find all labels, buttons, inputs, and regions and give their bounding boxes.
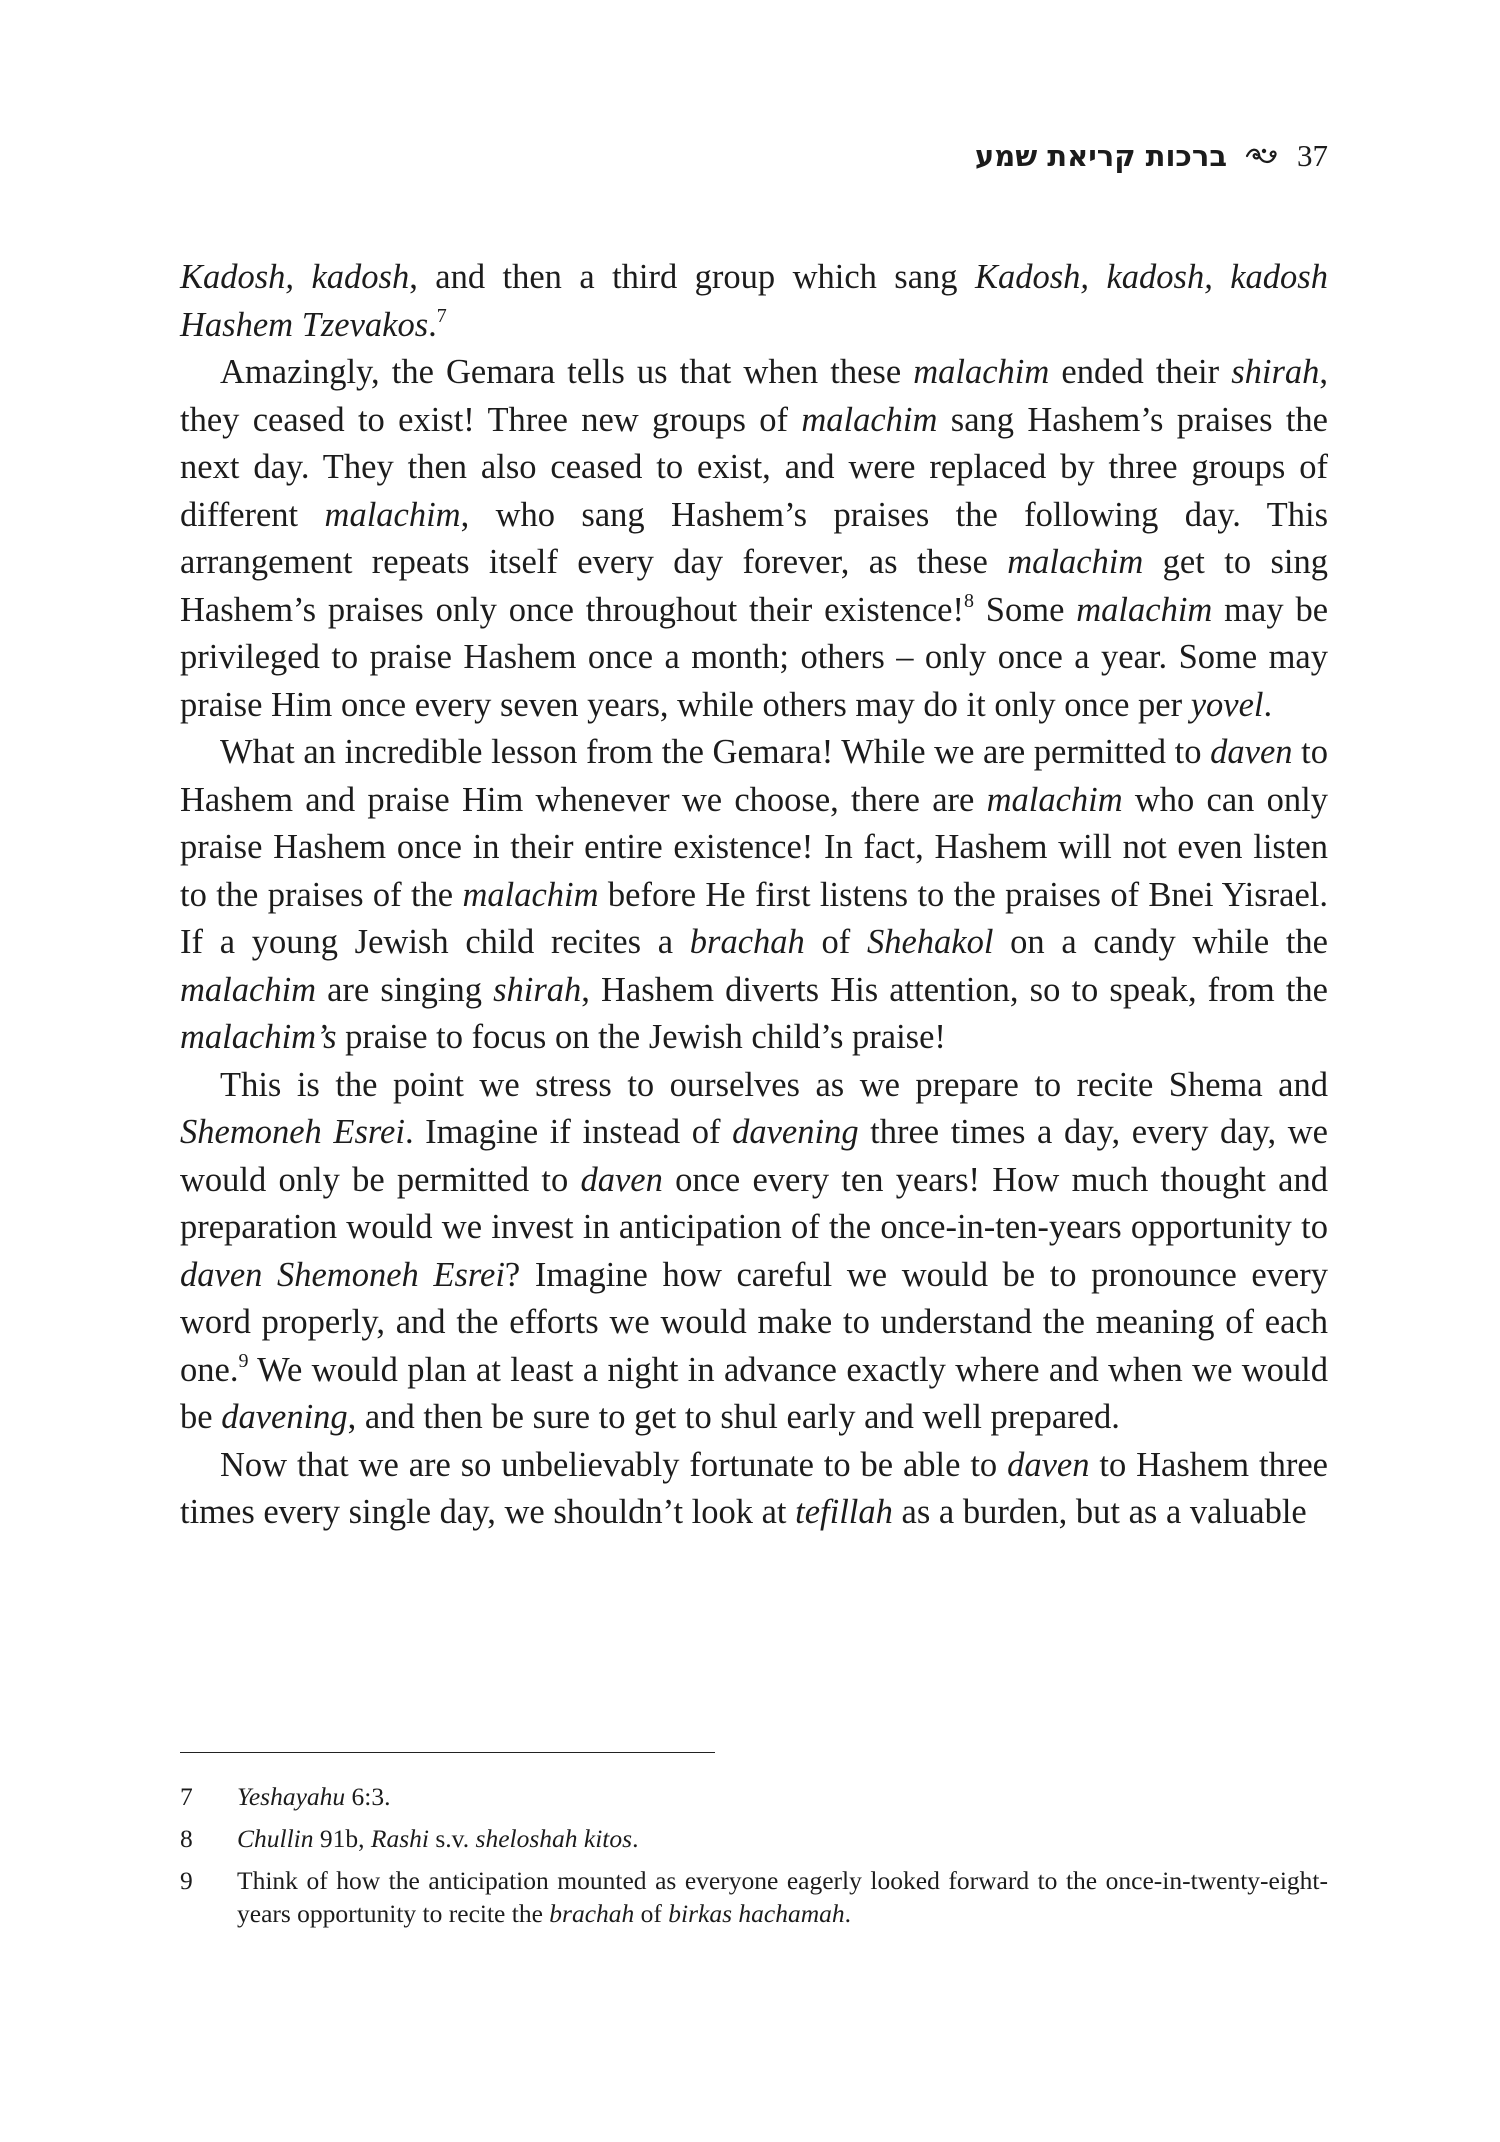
italic-term: daven bbox=[580, 1160, 663, 1199]
footnote-text bbox=[237, 1822, 1328, 1855]
italic-term: Shemoneh Esrei bbox=[180, 1113, 405, 1151]
running-title-hebrew: ברכות קריאת שמע bbox=[974, 139, 1227, 173]
italic-term: davening bbox=[732, 1113, 859, 1151]
italic-term: davening bbox=[221, 1398, 348, 1436]
italic-term: Shehakol bbox=[866, 923, 994, 961]
italic-term: daven bbox=[1007, 1445, 1090, 1484]
italic-term: Rashi bbox=[370, 1824, 429, 1853]
text-run: ended their bbox=[1049, 353, 1232, 391]
text-run: of bbox=[804, 923, 867, 961]
footnotes bbox=[180, 1780, 1328, 1939]
text-run: , who sang Hashem’s praises the following day. This arrangement repeats itself every day forever, as these bbox=[180, 495, 1329, 581]
italic-term: malachim bbox=[462, 875, 599, 914]
italic-term: Chullin bbox=[237, 1824, 314, 1853]
text-run: s.v. bbox=[428, 1824, 476, 1853]
text-run: , and then be sure to get to shul early and well prepared. bbox=[347, 1398, 1120, 1436]
text-run: on a candy while the bbox=[993, 923, 1328, 961]
italic-term: tefillah bbox=[795, 1493, 893, 1531]
page-number: 37 bbox=[1297, 138, 1328, 173]
text-run: 91b, bbox=[313, 1824, 371, 1853]
text-run: What an incredible lesson from the Gemara! While we are permitted to bbox=[220, 733, 1211, 771]
paragraph bbox=[180, 729, 1328, 1062]
italic-term: birkas hachamah bbox=[668, 1899, 845, 1928]
italic-term: malachim bbox=[1076, 590, 1213, 629]
italic-term: malachim bbox=[180, 970, 317, 1009]
text-run: Some bbox=[973, 590, 1077, 629]
text-run: , and then a third group which sang bbox=[409, 258, 975, 296]
text-run: Think of how the anticipation mounted as everyone eagerly looked forward to the once-in-twenty-eight-years opportunity to recite the bbox=[237, 1866, 1328, 1928]
footnote bbox=[180, 1780, 1328, 1813]
footnote-number: 9 bbox=[180, 1866, 193, 1895]
text-run: This is the point we stress to ourselves as we prepare to recite Shema and bbox=[220, 1065, 1328, 1104]
text-run: praise to focus on the Jewish child’s praise! bbox=[336, 1018, 946, 1056]
text-run: We would plan at least a night in advance exactly where and when we would be bbox=[180, 1350, 1328, 1436]
text-run: as a burden, but as a valuable bbox=[892, 1493, 1307, 1531]
text-run: once every ten years! How much thought and preparation would we invest in anticipation of the once-in-ten-years opportunity to bbox=[180, 1160, 1328, 1246]
italic-term: malachim bbox=[913, 353, 1050, 391]
footnote-ref: 8 bbox=[963, 589, 974, 612]
footnote-divider bbox=[180, 1752, 715, 1753]
italic-term: shirah bbox=[493, 970, 582, 1009]
text-run: to Hashem and praise Him whenever we choose, there are bbox=[180, 733, 1328, 819]
paragraph bbox=[180, 349, 1328, 729]
italic-term: brachah bbox=[689, 923, 805, 961]
text-run: may be privileged to praise Hashem once a month; others – only once a year. Some may praise Him once every seven years, while others may do it only once per bbox=[180, 590, 1329, 724]
main-text bbox=[180, 254, 1328, 1537]
paragraph bbox=[180, 254, 1328, 349]
running-header bbox=[975, 138, 1328, 174]
text-run: who can only praise Hashem once in their entire existence! In fact, Hashem will not even listen to the praises of the bbox=[180, 780, 1328, 914]
text-run: . bbox=[1263, 685, 1273, 724]
text-run: before He first listens to the praises of Bnei Yisrael. If a young Jewish child recites a bbox=[180, 875, 1329, 961]
text-run: 6:3. bbox=[345, 1782, 391, 1811]
text-run: to Hashem three times every single day, we shouldn’t look at bbox=[180, 1445, 1328, 1531]
footnote bbox=[180, 1822, 1328, 1855]
text-run: are singing bbox=[316, 970, 494, 1009]
italic-term: daven Shemoneh Esrei bbox=[180, 1255, 505, 1294]
text-run: three times a day, every day, we would only be permitted to bbox=[180, 1113, 1328, 1199]
italic-term: sheloshah kitos bbox=[475, 1824, 633, 1853]
italic-term: Kadosh, kadosh, kadosh Hashem Tzevakos bbox=[180, 258, 1328, 344]
fleuron-icon bbox=[1245, 145, 1279, 167]
text-run: , Hashem diverts His attention, so to speak, from the bbox=[581, 970, 1328, 1009]
italic-term: malachim’s bbox=[180, 1018, 337, 1056]
italic-term: malachim bbox=[986, 780, 1123, 819]
footnote bbox=[180, 1864, 1328, 1930]
text-run: Now that we are so unbelievably fortunate to be able to bbox=[220, 1445, 1008, 1484]
text-run: . bbox=[428, 305, 437, 344]
italic-term: malachim bbox=[801, 400, 938, 439]
italic-term: shirah bbox=[1231, 353, 1320, 391]
paragraph bbox=[180, 1442, 1328, 1537]
text-run: . bbox=[844, 1899, 852, 1928]
text-run: Amazingly, the Gemara tells us that when these bbox=[220, 353, 914, 391]
text-run: of bbox=[634, 1899, 669, 1928]
paragraph bbox=[180, 1062, 1328, 1442]
text-run: sang Hashem’s praises the next day. They then also ceased to exist, and were replaced by three groups of different bbox=[180, 400, 1328, 534]
text-run: get to sing Hashem’s praises only once throughout their existence! bbox=[180, 543, 1328, 629]
text-run: ? Imagine how careful we would be to pronounce every word properly, and the efforts we would make to understand the meaning of each one. bbox=[180, 1255, 1328, 1389]
italic-term: malachim bbox=[1007, 543, 1144, 581]
italic-term: daven bbox=[1210, 733, 1293, 771]
italic-term: Yeshayahu bbox=[237, 1782, 346, 1811]
italic-term: Kadosh, kadosh bbox=[180, 258, 410, 296]
footnote-ref: 7 bbox=[436, 304, 447, 327]
italic-term: yovel bbox=[1190, 685, 1264, 724]
italic-term: malachim bbox=[324, 495, 461, 534]
text-run: , they ceased to exist! Three new groups of bbox=[180, 353, 1328, 439]
footnote-number: 8 bbox=[180, 1824, 193, 1853]
footnote-number: 7 bbox=[180, 1782, 193, 1811]
footnote-text bbox=[237, 1780, 1328, 1813]
italic-term: brachah bbox=[549, 1899, 635, 1928]
text-run: . Imagine if instead of bbox=[404, 1113, 733, 1151]
text-run: . bbox=[632, 1824, 639, 1853]
footnote-text bbox=[237, 1864, 1328, 1930]
footnote-ref: 9 bbox=[238, 1349, 249, 1372]
